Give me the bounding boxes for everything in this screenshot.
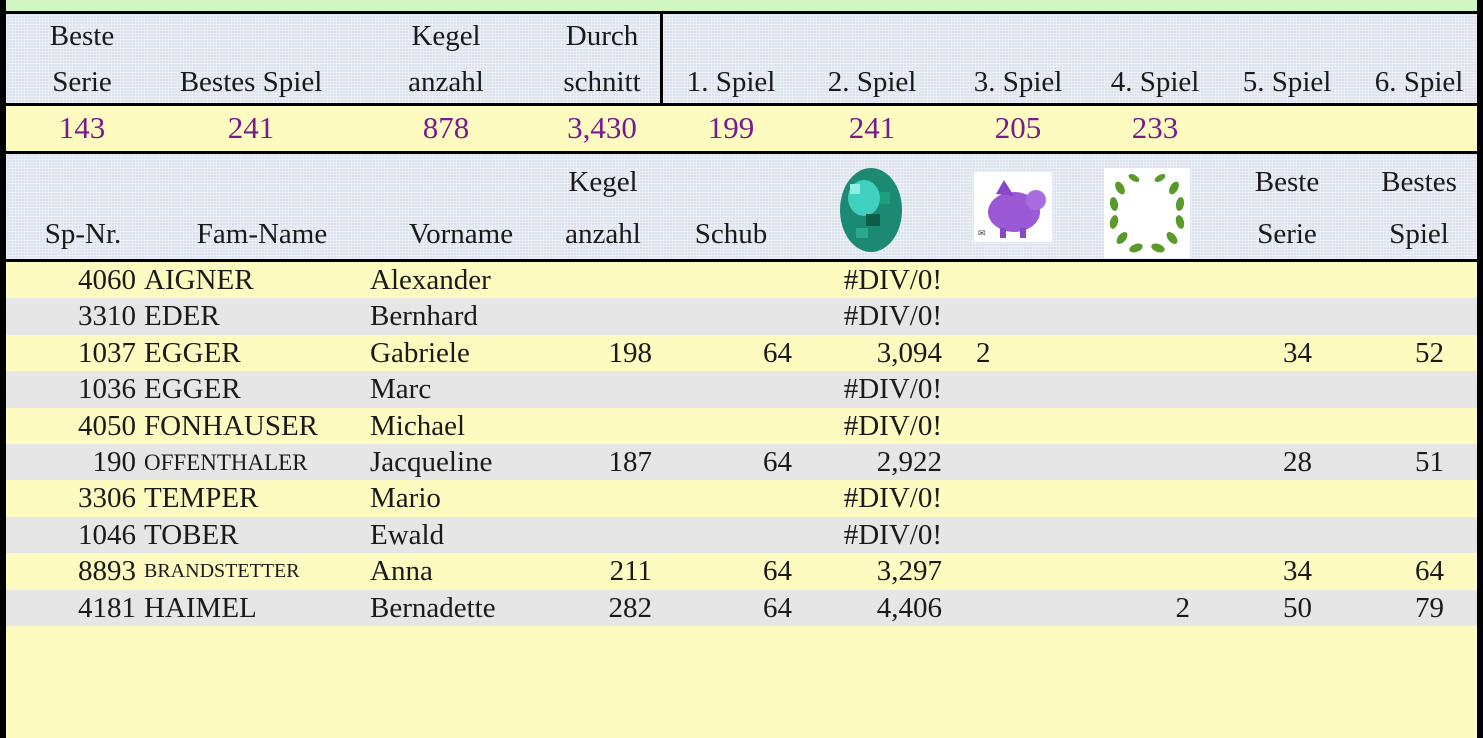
- green-gem-icon: [836, 164, 906, 256]
- cell-pig-count: 2: [976, 336, 991, 369]
- cell-kegel-anzahl: 198: [608, 336, 652, 369]
- cell-average: #DIV/0!: [843, 264, 942, 296]
- cell-sp-nr: 190: [92, 446, 136, 478]
- table-row: [6, 262, 1477, 298]
- svg-text:✉: ✉: [978, 229, 986, 239]
- cell-bestes-spiel: 64: [1415, 555, 1444, 588]
- cell-beste-serie: 34: [1283, 555, 1312, 588]
- cell-vorname: Alexander: [370, 264, 491, 296]
- cell-schub: 64: [763, 555, 792, 588]
- cell-schub: 64: [763, 591, 792, 624]
- header-pins-line1: Kegel: [411, 20, 481, 52]
- table-row: [6, 480, 1477, 516]
- cell-fam-name: EGGER: [144, 373, 241, 406]
- purple-pig-icon: [974, 172, 1052, 242]
- header-game-6: 6. Spiel: [1374, 66, 1464, 98]
- cell-vorname: Ewald: [370, 518, 445, 551]
- total-best-game: 241: [227, 110, 275, 145]
- total-game-3: 205: [994, 110, 1042, 145]
- cell-vorname: Anna: [370, 555, 433, 588]
- header-game-5: 5. Spiel: [1242, 66, 1332, 98]
- cell-beste-serie: 50: [1283, 591, 1312, 624]
- cell-kegel-anzahl: 211: [609, 555, 652, 588]
- header-game-4: 4. Spiel: [1110, 66, 1200, 98]
- total-best-series: 143: [58, 110, 106, 145]
- cell-average: #DIV/0!: [843, 482, 942, 515]
- cell-sp-nr: 3306: [78, 482, 136, 515]
- header-pins-line2: anzahl: [408, 66, 484, 98]
- cell-sp-nr: 4050: [78, 409, 136, 442]
- cell-vorname: Bernadette: [370, 591, 496, 624]
- cell-sp-nr: 8893: [78, 555, 136, 588]
- total-average: 3,430: [567, 110, 637, 145]
- header-fam-name: Fam-Name: [196, 218, 328, 250]
- cell-sp-nr: 4060: [78, 264, 136, 296]
- cell-average: #DIV/0!: [843, 373, 942, 406]
- cell-beste-serie: 34: [1283, 336, 1312, 369]
- cell-fam-name: EGGER: [144, 336, 241, 369]
- cell-average: #DIV/0!: [843, 518, 942, 551]
- header-kegel-line2: anzahl: [565, 218, 641, 250]
- total-game-2: 241: [848, 110, 896, 145]
- cell-average: #DIV/0!: [843, 300, 942, 333]
- top-band: [6, 0, 1477, 14]
- cell-sp-nr: 3310: [78, 300, 136, 333]
- summary-header-row: [6, 14, 1477, 106]
- cell-vorname: Marc: [370, 373, 432, 406]
- cell-average: 3,094: [876, 336, 942, 369]
- table-row: [6, 444, 1477, 480]
- table-row: [6, 298, 1477, 334]
- player-header-row: [6, 154, 1477, 262]
- header-best-game: Bestes Spiel: [179, 66, 323, 98]
- header-kegel-line1: Kegel: [568, 166, 638, 198]
- cell-fam-name: FONHAUSER: [144, 409, 319, 442]
- cell-bestes-spiel: 79: [1415, 591, 1444, 624]
- header-beste-serie-line2: Serie: [1257, 218, 1317, 250]
- cell-bestes-spiel: 52: [1415, 336, 1444, 369]
- cell-fam-name: HAIMEL: [144, 591, 257, 624]
- cell-bestes-spiel: 51: [1415, 446, 1444, 478]
- total-game-4: 233: [1131, 110, 1179, 145]
- cell-fam-name: TOBER: [144, 518, 239, 551]
- cell-vorname: Bernhard: [370, 300, 478, 333]
- cell-vorname: Mario: [370, 482, 441, 515]
- cell-sp-nr: 1046: [78, 518, 136, 551]
- header-best-series-line2: Serie: [52, 66, 112, 98]
- header-average-line1: Durch: [565, 20, 639, 52]
- header-bestes-spiel-line2: Spiel: [1389, 218, 1449, 250]
- header-game-2: 2. Spiel: [827, 66, 917, 98]
- cell-sp-nr: 1036: [78, 373, 136, 406]
- cell-schub: 64: [763, 446, 792, 478]
- cell-average: 3,297: [876, 555, 942, 588]
- cell-fam-name: TEMPER: [144, 482, 259, 515]
- cell-average: 4,406: [876, 591, 942, 624]
- header-average-line2: schnitt: [563, 66, 641, 98]
- header-game-1: 1. Spiel: [686, 66, 776, 98]
- header-bestes-spiel-line1: Bestes: [1381, 166, 1457, 198]
- cell-vorname: Michael: [370, 409, 466, 442]
- cell-kegel-anzahl: 282: [608, 591, 652, 624]
- cell-beste-serie: 28: [1283, 446, 1312, 478]
- table-row: [6, 517, 1477, 553]
- cell-fam-name: BRANDSTETTER: [144, 560, 300, 583]
- header-beste-serie-line1: Beste: [1254, 166, 1320, 198]
- cell-wreath-count: 2: [1175, 591, 1190, 624]
- laurel-wreath-icon: [1104, 168, 1190, 258]
- cell-schub: 64: [763, 336, 792, 369]
- header-divider: [660, 14, 663, 103]
- cell-average: 2,922: [876, 446, 942, 478]
- cell-sp-nr: 4181: [78, 591, 136, 624]
- header-schub: Schub: [694, 218, 768, 250]
- cell-fam-name: OFFENTHALER: [144, 450, 308, 475]
- cell-sp-nr: 1037: [78, 336, 136, 369]
- table-row: [6, 553, 1477, 589]
- cell-vorname: Gabriele: [370, 336, 470, 369]
- header-game-3: 3. Spiel: [973, 66, 1063, 98]
- total-game-1: 199: [707, 110, 755, 145]
- total-pins: 878: [422, 110, 470, 145]
- cell-fam-name: EDER: [144, 300, 220, 333]
- header-sp-nr: Sp-Nr.: [44, 218, 122, 250]
- cell-average: #DIV/0!: [843, 409, 942, 442]
- cell-vorname: Jacqueline: [370, 446, 493, 478]
- header-best-series-line1: Beste: [49, 20, 115, 52]
- table-row: [6, 335, 1477, 371]
- table-row: [6, 371, 1477, 407]
- table-row: [6, 408, 1477, 444]
- cell-fam-name: AIGNER: [144, 264, 254, 296]
- header-vorname: Vorname: [408, 218, 514, 250]
- summary-totals-row: [6, 106, 1477, 154]
- table-row: [6, 590, 1477, 626]
- cell-kegel-anzahl: 187: [608, 446, 652, 478]
